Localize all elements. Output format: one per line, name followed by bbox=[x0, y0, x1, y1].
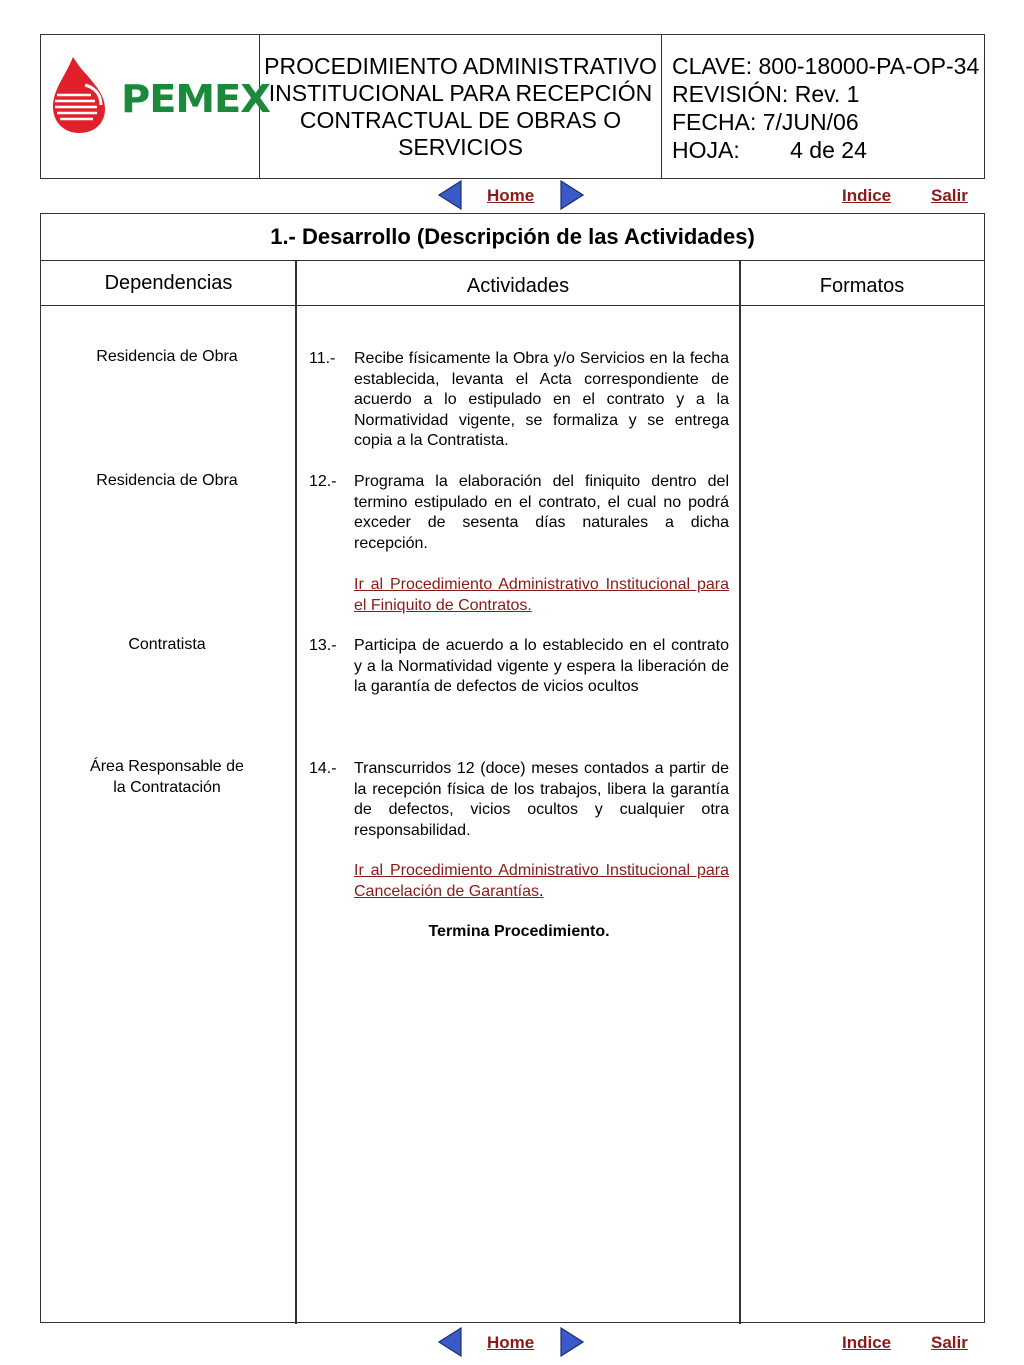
bottom-navigation bbox=[0, 1324, 1024, 1360]
section-title: 1.- Desarrollo (Descripción de las Actividades) bbox=[41, 214, 984, 261]
top-navigation bbox=[0, 177, 1024, 213]
column-divider bbox=[739, 261, 741, 1324]
column-header-formatos: Formatos bbox=[740, 261, 984, 306]
revision-value: Rev. 1 bbox=[794, 81, 860, 107]
indice-link[interactable]: Indice bbox=[842, 1333, 892, 1352]
activities-table bbox=[40, 213, 985, 1323]
activity-number: 12.- bbox=[309, 473, 337, 490]
document-metadata bbox=[662, 35, 984, 178]
indice-link[interactable]: Indice bbox=[842, 186, 892, 205]
hoja-label: HOJA: bbox=[672, 137, 740, 163]
cancelacion-garantias-link[interactable]: Ir al Procedimiento Administrativo Institucional para Cancelación de Garantías bbox=[354, 862, 729, 900]
title-line: PROCEDIMIENTO ADMINISTRATIVO bbox=[264, 52, 657, 79]
fecha-label: FECHA: bbox=[672, 109, 757, 135]
activity-text: Programa la elaboración del finiquito dentro del termino estipulado en el contrato, el cual no podrá exceder de sesenta días naturales a dicha recepción. bbox=[354, 473, 729, 552]
title-line: SERVICIOS bbox=[398, 133, 523, 160]
revision-row bbox=[672, 80, 984, 108]
column-header-dependencias: Dependencias bbox=[41, 261, 296, 306]
dependencia-line: Área Responsable de bbox=[90, 758, 244, 775]
pemex-wordmark: PEMEX bbox=[121, 77, 270, 121]
hoja-row bbox=[672, 136, 984, 164]
hoja-value: 4 de 24 bbox=[790, 137, 867, 163]
clave-row bbox=[672, 52, 984, 80]
column-header-actividades: Actividades bbox=[296, 261, 740, 306]
logo-cell bbox=[41, 35, 270, 178]
revision-label: REVISIÓN: bbox=[672, 81, 789, 107]
activity-text: Participa de acuerdo a lo establecido en el contrato y a la Normatividad vigente y espera la liberación de la garantía de defectos de vicios ocultos bbox=[354, 637, 729, 695]
fecha-row bbox=[672, 108, 984, 136]
document-title bbox=[260, 35, 662, 178]
salir-link[interactable]: Salir bbox=[931, 1333, 968, 1352]
activity-item bbox=[309, 472, 729, 554]
clave-label: CLAVE: bbox=[672, 53, 753, 79]
dependencia-cell bbox=[41, 757, 293, 798]
title-line: CONTRACTUAL DE OBRAS O bbox=[299, 106, 622, 133]
link-period: . bbox=[539, 882, 544, 900]
previous-arrow-icon[interactable] bbox=[438, 180, 462, 210]
dependencia-cell: Residencia de Obra bbox=[96, 472, 238, 489]
next-arrow-icon[interactable] bbox=[560, 180, 584, 210]
dependencia-cell: Contratista bbox=[128, 636, 206, 653]
pemex-eagle-icon bbox=[51, 55, 111, 135]
activity-number: 11.- bbox=[309, 350, 336, 367]
next-arrow-icon[interactable] bbox=[560, 1327, 584, 1357]
home-link[interactable]: Home bbox=[487, 186, 535, 205]
salir-link[interactable]: Salir bbox=[931, 186, 968, 205]
activity-number: 14.- bbox=[309, 760, 337, 777]
pemex-logo bbox=[51, 55, 270, 135]
activity-item bbox=[309, 349, 729, 452]
procedure-end-text: Termina Procedimiento. bbox=[428, 923, 610, 940]
clave-value: 800-18000-PA-OP-34 bbox=[758, 53, 980, 79]
fecha-value: 7/JUN/06 bbox=[762, 109, 859, 135]
activity-item bbox=[309, 759, 729, 841]
column-divider bbox=[295, 261, 297, 1324]
activity-number: 13.- bbox=[309, 637, 337, 654]
document-header bbox=[40, 34, 985, 179]
previous-arrow-icon[interactable] bbox=[438, 1327, 462, 1357]
dependencia-cell: Residencia de Obra bbox=[96, 348, 238, 365]
activity-text: Recibe físicamente la Obra y/o Servicios en la fecha establecida, levanta el Acta correspondiente de acuerdo a lo estipulado en el contrato y a la Normatividad vigente, se formaliza y se entrega copia a la Contratista. bbox=[354, 350, 729, 449]
dependencia-line: la Contratación bbox=[113, 778, 221, 796]
home-link[interactable]: Home bbox=[487, 1333, 535, 1352]
activity-item bbox=[309, 636, 729, 698]
cancelacion-garantias-link-block bbox=[354, 861, 729, 902]
title-line: INSTITUCIONAL PARA RECEPCIÓN bbox=[268, 79, 653, 106]
activity-text: Transcurridos 12 (doce) meses contados a partir de la recepción física de los trabajos, libera la garantía de defectos, vicios ocultos y cualquier otra responsabilidad. bbox=[354, 760, 729, 839]
finiquito-procedure-link[interactable]: Ir al Procedimiento Administrativo Institucional para el Finiquito de Contratos. bbox=[354, 576, 729, 614]
